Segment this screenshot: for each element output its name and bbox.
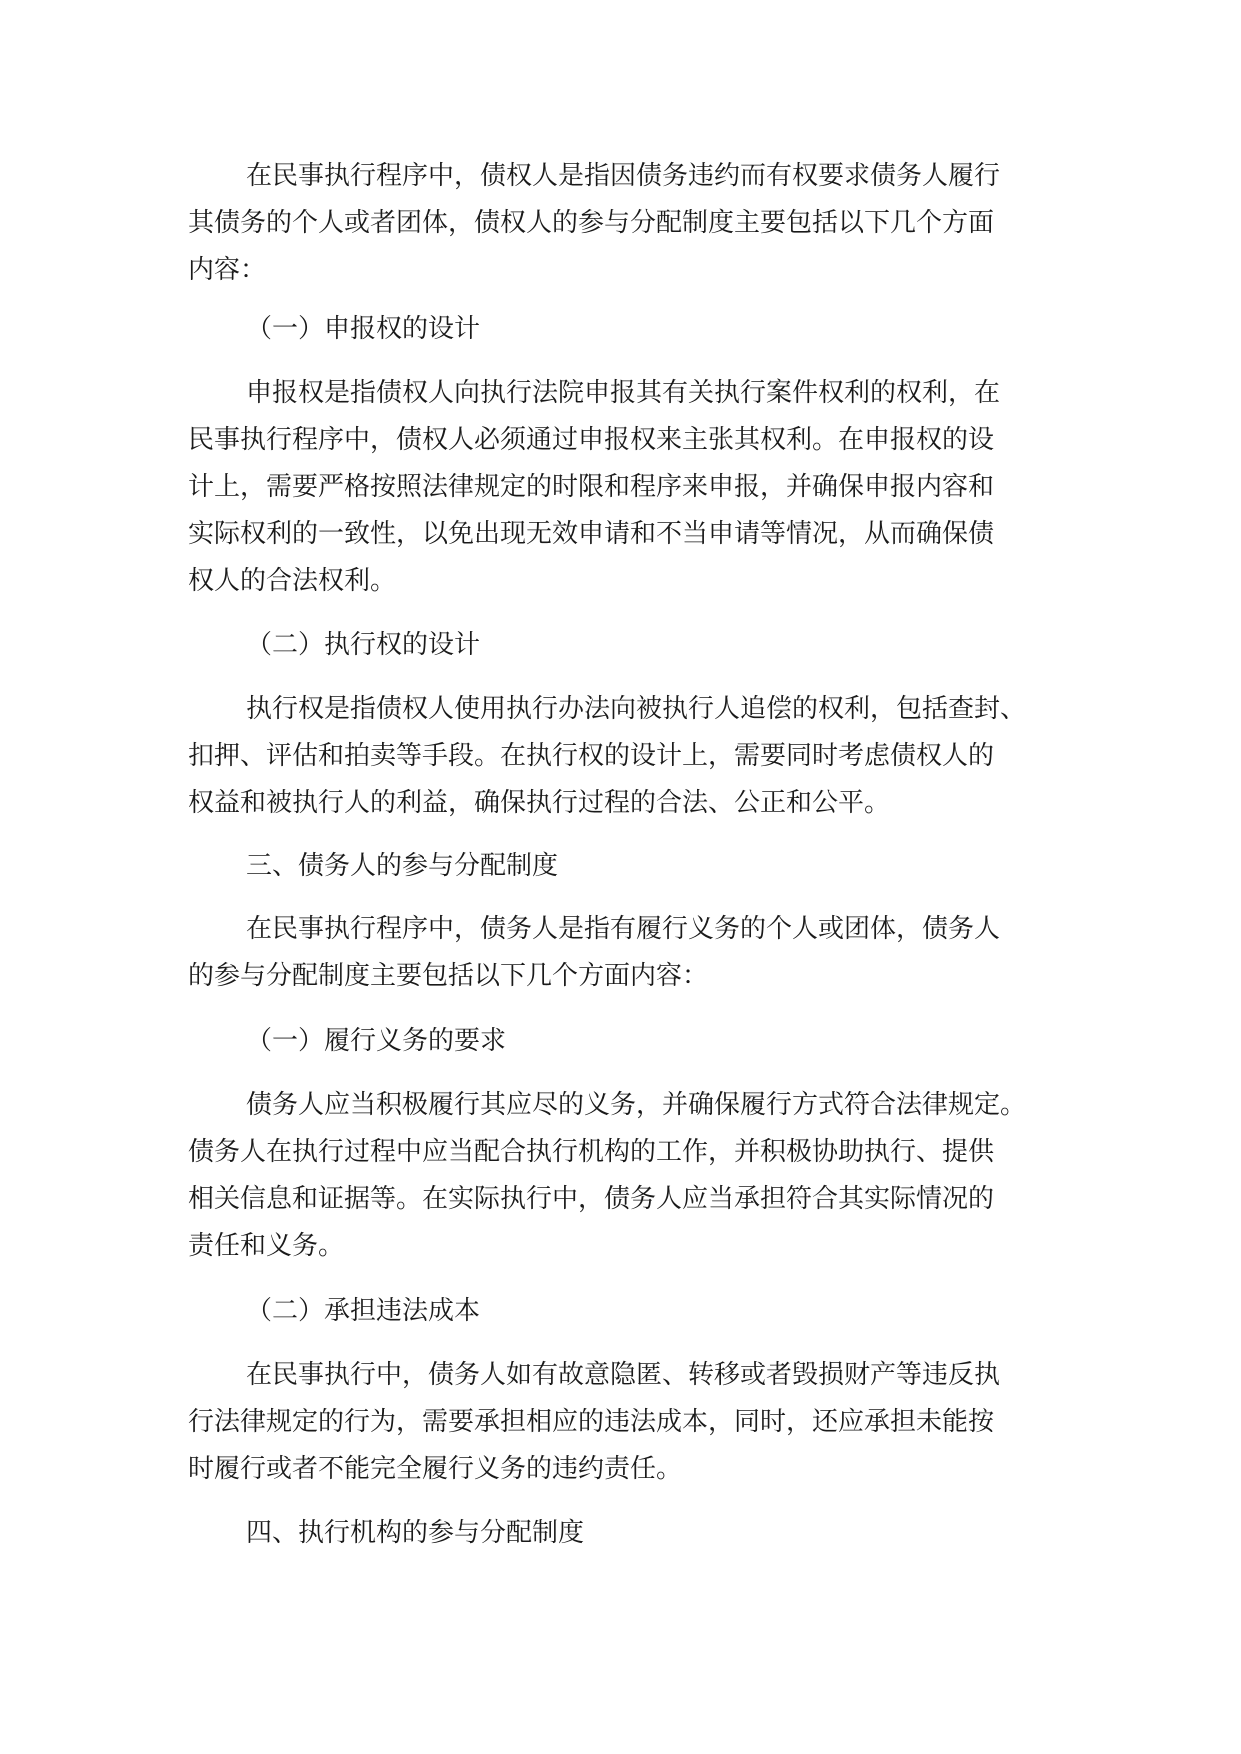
heading-text: 四、执行机构的参与分配制度 [246, 1518, 585, 1548]
heading-text: （一）履行义务的要求 [246, 1026, 507, 1056]
paragraph-line: 内容： [188, 255, 267, 285]
paragraph-obligation-requirements [188, 1082, 1088, 1270]
heading-debtor-section [188, 843, 1088, 890]
heading-execution-agency-section [188, 1510, 1088, 1557]
heading-text: （一）申报权的设计 [246, 314, 481, 344]
paragraph-line: 时履行或者不能完全履行义务的违约责任。 [188, 1454, 683, 1484]
paragraph-violation-cost [188, 1352, 1088, 1493]
paragraph-declaration-right [188, 370, 1088, 605]
paragraph-line: 责任和义务。 [188, 1231, 345, 1261]
paragraph-line: 权人的合法权利。 [188, 566, 397, 596]
paragraph-debtor-intro [188, 906, 1088, 1000]
paragraph-line: 在民事执行程序中，债权人是指因债务违约而有权要求债务人履行 [246, 161, 1001, 191]
paragraph-line: 权益和被执行人的利益，确保执行过程的合法、公正和公平。 [188, 788, 891, 818]
paragraph-line: 申报权是指债权人向执行法院申报其有关执行案件权利的权利，在 [246, 378, 1001, 408]
heading-text: 三、债务人的参与分配制度 [246, 851, 559, 881]
heading-declaration-right [188, 306, 1088, 353]
paragraph-line: 实际权利的一致性，以免出现无效申请和不当申请等情况，从而确保债 [188, 519, 995, 549]
paragraph-line: 计上，需要严格按照法律规定的时限和程序来申报，并确保申报内容和 [188, 472, 995, 502]
heading-execution-right [188, 622, 1088, 669]
heading-text: （二）执行权的设计 [246, 630, 481, 660]
paragraph-line: 的参与分配制度主要包括以下几个方面内容： [188, 961, 709, 991]
paragraph-line: 在民事执行中，债务人如有故意隐匿、转移或者毁损财产等违反执 [246, 1360, 1001, 1390]
paragraph-line: 其债务的个人或者团体，债权人的参与分配制度主要包括以下几个方面 [188, 208, 995, 238]
paragraph-line: 执行权是指债权人使用执行办法向被执行人追偿的权利，包括查封、 [246, 694, 1027, 724]
paragraph-creditor-intro [188, 153, 1088, 294]
paragraph-line: 在民事执行程序中，债务人是指有履行义务的个人或团体，债务人 [246, 914, 1001, 944]
paragraph-line: 扣押、评估和拍卖等手段。在执行权的设计上，需要同时考虑债权人的 [188, 741, 995, 771]
heading-obligation-requirements [188, 1018, 1088, 1065]
paragraph-line: 债务人在执行过程中应当配合执行机构的工作，并积极协助执行、提供 [188, 1137, 995, 1167]
paragraph-execution-right [188, 686, 1088, 827]
paragraph-line: 民事执行程序中，债权人必须通过申报权来主张其权利。在申报权的设 [188, 425, 995, 455]
paragraph-line: 行法律规定的行为，需要承担相应的违法成本，同时，还应承担未能按 [188, 1407, 995, 1437]
paragraph-line: 相关信息和证据等。在实际执行中，债务人应当承担符合其实际情况的 [188, 1184, 995, 1214]
heading-text: （二）承担违法成本 [246, 1296, 481, 1326]
paragraph-line: 债务人应当积极履行其应尽的义务，并确保履行方式符合法律规定。 [246, 1090, 1027, 1120]
heading-violation-cost [188, 1288, 1088, 1335]
